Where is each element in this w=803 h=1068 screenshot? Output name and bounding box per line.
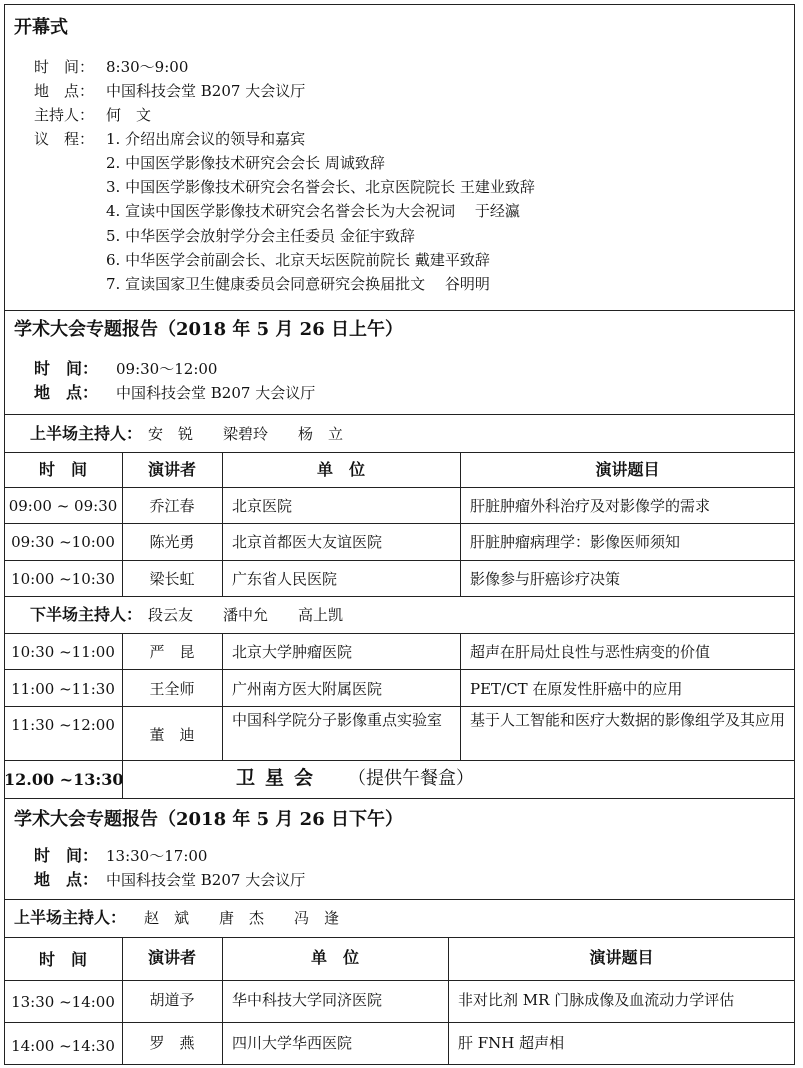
agenda-item: 5. 中华医学会放射学分会主任委员 金征宇致辞 bbox=[106, 227, 415, 245]
agenda-item: 7. 宣读国家卫生健康委员会同意研究会换届批文 谷明明 bbox=[106, 275, 490, 293]
col-header-topic: 演讲题目 bbox=[589, 948, 654, 967]
morning-first-host-label: 上半场主持人： bbox=[30, 424, 143, 443]
col-header-time: 时 间 bbox=[38, 460, 87, 479]
table-cell-time: 14:00 ~14:30 bbox=[11, 1037, 115, 1055]
opening-host: 何 文 bbox=[106, 106, 152, 124]
col-header-unit: 单 位 bbox=[316, 460, 365, 479]
table-cell-time: 13:30 ~14:00 bbox=[11, 993, 115, 1011]
table-cell-unit: 北京首都医大友谊医院 bbox=[232, 533, 383, 551]
table-cell-time: 11:30 ~12:00 bbox=[11, 716, 115, 734]
table-cell-speaker: 董 迪 bbox=[149, 726, 195, 744]
table-cell-topic: PET/CT 在原发性肝癌中的应用 bbox=[470, 680, 683, 698]
table-cell-unit: 广州南方医大附属医院 bbox=[232, 680, 383, 698]
morning-second-host-label: 下半场主持人： bbox=[30, 605, 143, 624]
col-header-unit: 单 位 bbox=[310, 948, 359, 967]
opening-place-label: 地 点： bbox=[34, 82, 95, 100]
table-cell-speaker: 王全师 bbox=[149, 680, 195, 698]
table-cell-topic: 肝脏肿瘤病理学：影像医师须知 bbox=[470, 533, 681, 551]
afternoon-title: 学术大会专题报告（2018 年 5 月 26 日下午） bbox=[14, 809, 404, 830]
morning-first-hosts: 安 锐 梁碧玲 杨 立 bbox=[148, 425, 344, 443]
table-cell-unit: 北京医院 bbox=[232, 497, 293, 515]
agenda-item: 3. 中国医学影像技术研究会名誉会长、北京医院院长 王建业致辞 bbox=[106, 178, 535, 196]
table-cell-unit: 北京大学肿瘤医院 bbox=[232, 643, 353, 661]
morning-second-hosts: 段云友 潘中允 高上凯 bbox=[148, 606, 344, 624]
table-cell-speaker: 胡道予 bbox=[149, 991, 195, 1009]
morning-place: 中国科技会堂 B207 大会议厅 bbox=[116, 384, 316, 402]
agenda-item: 6. 中华医学会前副会长、北京天坛医院前院长 戴建平致辞 bbox=[106, 251, 490, 269]
table-cell-time: 09:00 ~ 09:30 bbox=[8, 497, 118, 515]
agenda-item: 1. 介绍出席会议的领导和嘉宾 bbox=[106, 130, 306, 148]
afternoon-place-label: 地 点： bbox=[34, 870, 99, 889]
opening-time: 8:30～9:00 bbox=[106, 58, 189, 76]
table-cell-unit: 中国科学院分子影像重点实验室 bbox=[232, 711, 443, 729]
table-cell-speaker: 罗 燕 bbox=[149, 1034, 195, 1052]
table-cell-topic: 肝脏肿瘤外科治疗及对影像学的需求 bbox=[470, 497, 711, 515]
opening-time-label: 时 间： bbox=[34, 58, 95, 76]
table-cell-time: 10:30 ~11:00 bbox=[11, 643, 115, 661]
col-header-time: 时 间 bbox=[38, 950, 87, 969]
table-cell-speaker: 乔江春 bbox=[149, 497, 195, 515]
afternoon-time-label: 时 间： bbox=[34, 846, 99, 865]
opening-place: 中国科技会堂 B207 大会议厅 bbox=[106, 82, 306, 100]
col-header-topic: 演讲题目 bbox=[595, 460, 660, 479]
table-cell-topic: 肝 FNH 超声相 bbox=[458, 1034, 565, 1052]
col-header-speaker: 演讲者 bbox=[147, 460, 196, 479]
table-cell-time: 10:00 ~10:30 bbox=[11, 570, 115, 588]
morning-time-label: 时 间： bbox=[34, 359, 99, 378]
table-cell-time: 11:00 ~11:30 bbox=[11, 680, 115, 698]
agenda-item: 2. 中国医学影像技术研究会会长 周诚致辞 bbox=[106, 154, 385, 172]
satellite-note: （提供午餐盒） bbox=[348, 768, 474, 789]
table-cell-unit: 华中科技大学同济医院 bbox=[232, 991, 383, 1009]
table-cell-topic: 超声在肝局灶良性与恶性病变的价值 bbox=[470, 643, 711, 661]
opening-host-label: 主持人： bbox=[34, 106, 95, 124]
table-cell-topic: 影像参与肝癌诊疗决策 bbox=[470, 570, 621, 588]
table-cell-topic: 基于人工智能和医疗大数据的影像组学及其应用 bbox=[470, 711, 786, 729]
col-header-speaker: 演讲者 bbox=[147, 948, 196, 967]
table-cell-unit: 广东省人民医院 bbox=[232, 570, 338, 588]
table-cell-topic: 非对比剂 MR 门脉成像及血流动力学评估 bbox=[458, 991, 735, 1009]
table-cell-speaker: 梁长虹 bbox=[149, 570, 195, 588]
opening-title: 开幕式 bbox=[14, 17, 68, 38]
afternoon-time: 13:30～17:00 bbox=[106, 847, 208, 865]
morning-title: 学术大会专题报告（2018 年 5 月 26 日上午） bbox=[14, 319, 404, 340]
table-cell-time: 09:30 ~10:00 bbox=[11, 533, 115, 551]
afternoon-first-host-label: 上半场主持人： bbox=[14, 908, 127, 927]
table-cell-speaker: 陈光勇 bbox=[149, 533, 195, 551]
table-cell-unit: 四川大学华西医院 bbox=[232, 1034, 353, 1052]
afternoon-place: 中国科技会堂 B207 大会议厅 bbox=[106, 871, 306, 889]
agenda-item: 4. 宣读中国医学影像技术研究会名誉会长为大会祝词 于经瀛 bbox=[106, 202, 520, 220]
satellite-title: 卫星会 bbox=[236, 767, 324, 789]
satellite-time: 12.00 ~13:30 bbox=[4, 770, 124, 789]
morning-place-label: 地 点： bbox=[34, 383, 99, 402]
morning-time: 09:30～12:00 bbox=[116, 360, 218, 378]
afternoon-first-hosts: 赵 斌 唐 杰 冯 逢 bbox=[144, 909, 340, 927]
table-cell-speaker: 严 昆 bbox=[149, 643, 195, 661]
opening-agenda-label: 议 程： bbox=[34, 130, 95, 148]
